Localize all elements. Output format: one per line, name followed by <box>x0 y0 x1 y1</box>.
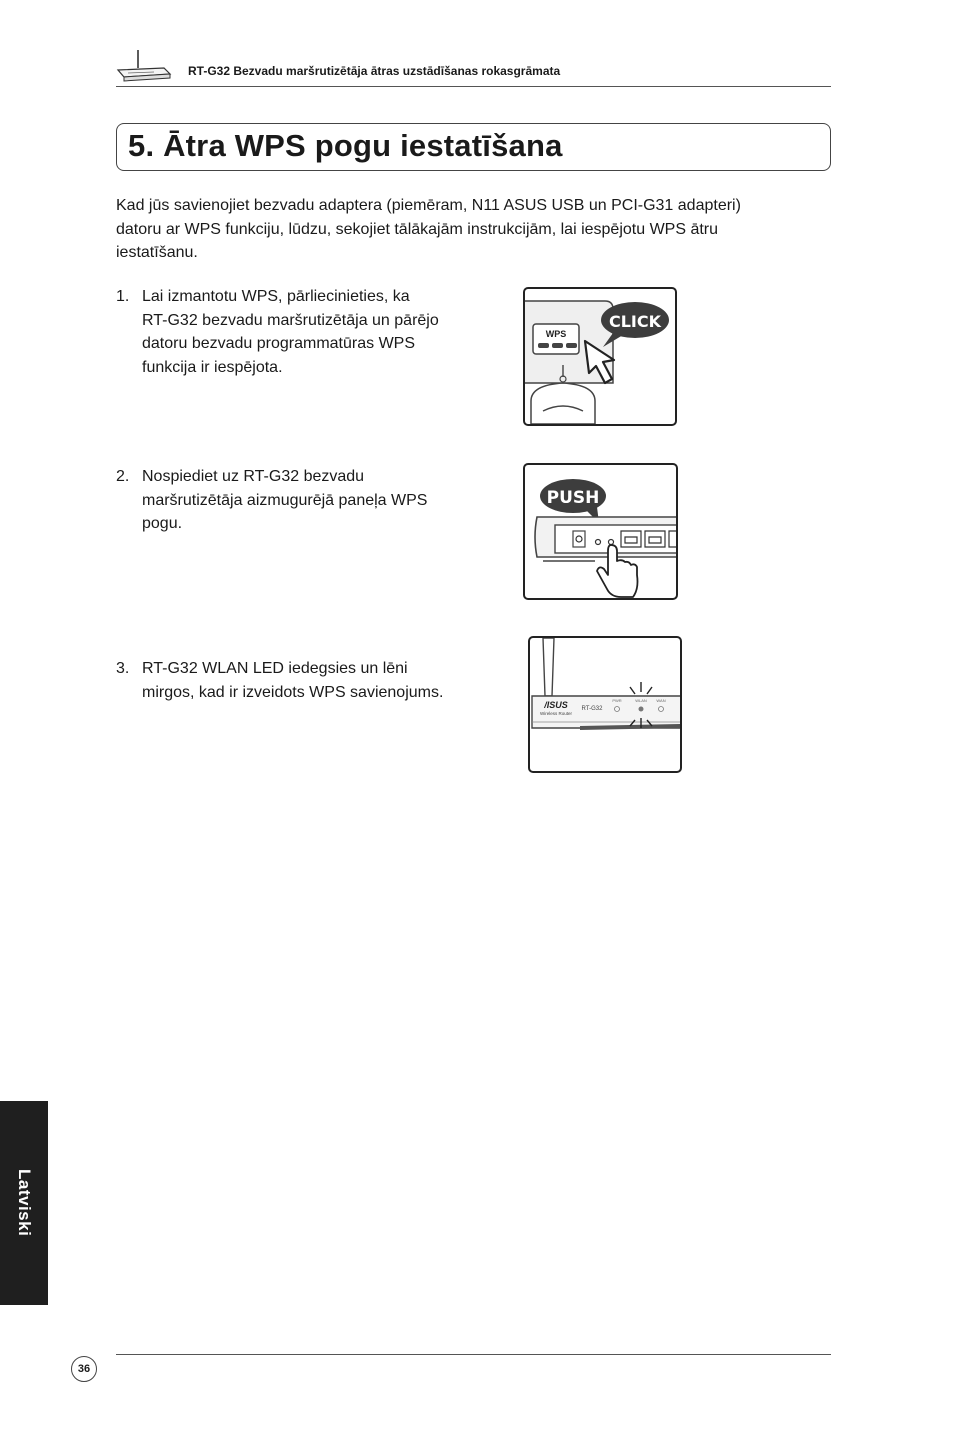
page-number: 36 <box>71 1356 97 1382</box>
step-number: 1. <box>116 288 130 305</box>
figure-wlan-led <box>528 636 682 773</box>
header-divider <box>116 86 831 87</box>
power-led-label: PWR <box>612 698 622 703</box>
step-line: datoru bezvadu programmatūras WPS <box>142 335 416 352</box>
figure-wps-push <box>523 463 678 600</box>
click-bubble-label: CLICK <box>608 312 662 331</box>
step-line: RT-G32 WLAN LED iedegsies un lēni <box>142 660 408 677</box>
wan-led-label: WAN <box>656 698 666 703</box>
step-line: RT-G32 bezvadu maršrutizētāja un pārējo <box>142 311 439 329</box>
asus-logo: /ISUS <box>544 700 568 710</box>
step-line: funkcija ir iespējota. <box>142 358 283 376</box>
wlan-led-label: WLAN <box>635 698 647 703</box>
router-icon <box>114 48 174 82</box>
step-line: Lai izmantotu WPS, pārliecinieties, ka <box>142 288 410 305</box>
intro-line: iestatīšanu. <box>116 244 198 261</box>
language-label: Latviski <box>15 1169 34 1237</box>
figure-wps-click <box>523 287 677 426</box>
intro-paragraph <box>116 194 816 265</box>
push-bubble-label: PUSH <box>546 488 600 508</box>
model-label: RT-G32 <box>581 706 603 712</box>
step-number: 3. <box>116 660 130 677</box>
page-title: 5. Ātra WPS pogu iestatīšana <box>128 128 563 163</box>
intro-line: Kad jūs savienojiet bezvadu adaptera (piemēram, N11 ASUS USB un PCI-G31 adapteri) <box>116 197 741 214</box>
intro-line: datoru ar WPS funkciju, lūdzu, sekojiet tālākajām instrukcijām, lai iespējotu WPS ātru <box>116 220 719 238</box>
language-tab <box>0 1101 48 1305</box>
wps-label: WPS <box>545 329 567 339</box>
step-number: 2. <box>116 468 130 485</box>
step-line: maršrutizētāja aizmugurējā paneļa WPS <box>142 491 428 509</box>
step-line: pogu. <box>142 515 183 532</box>
brand-subtitle: Wireless Router <box>539 711 573 716</box>
header-title: RT-G32 Bezvadu maršrutizētāja ātras uzstādīšanas rokasgrāmata <box>188 64 561 78</box>
footer-divider <box>116 1354 831 1355</box>
step-line: mirgos, kad ir izveidots WPS savienojums. <box>142 683 444 701</box>
step-line: Nospiediet uz RT-G32 bezvadu <box>142 468 365 485</box>
